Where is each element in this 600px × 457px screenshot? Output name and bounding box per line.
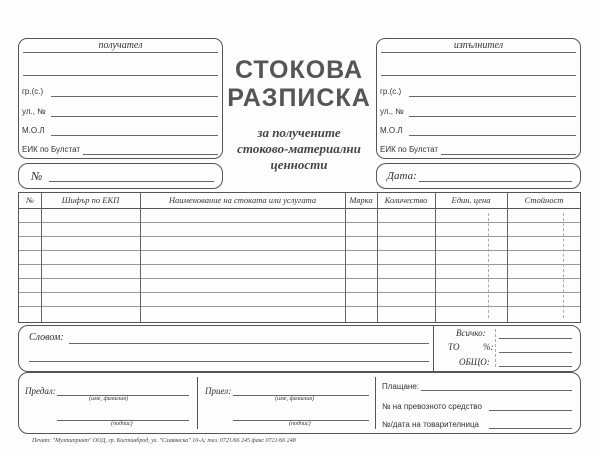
supplier-title: изпълнител <box>453 40 504 51</box>
payment-divider <box>375 377 376 429</box>
col-divider <box>345 193 346 322</box>
row-divider <box>19 292 580 293</box>
waybill-label: №/дата на товарителница <box>382 420 479 429</box>
in-words-field-2[interactable] <box>29 361 429 362</box>
col-divider <box>377 193 378 322</box>
signatures-box <box>18 372 581 434</box>
recipient-title-underline <box>23 52 218 53</box>
recipient-city-field[interactable] <box>51 96 218 97</box>
col-header-quantity: Количество <box>384 195 428 205</box>
supplier-city-field[interactable] <box>409 96 576 97</box>
supplier-mol-label: М.О.Л <box>380 126 403 135</box>
row-divider <box>19 222 580 223</box>
totals-divider <box>433 326 434 371</box>
payment-label: Плащане: <box>382 382 419 391</box>
date-field[interactable] <box>419 181 572 182</box>
handed-by-signature-caption: (подпис) <box>111 421 133 427</box>
recipient-street-field[interactable] <box>51 116 218 117</box>
document-title-line1: СТОКОВА <box>234 56 364 84</box>
vat-label: ТО <box>448 342 460 352</box>
date-box <box>376 163 581 189</box>
payment-field[interactable] <box>421 390 572 391</box>
recipient-box <box>18 38 223 159</box>
vat-percent-label: %: <box>483 342 494 352</box>
recipient-street-label: ул., № <box>22 107 46 116</box>
col-divider <box>41 193 42 322</box>
recipient-blank-line[interactable] <box>23 75 218 76</box>
document-title-line2: РАЗПИСКА <box>227 84 371 112</box>
supplier-eik-label: ЕИК по Булстат <box>380 145 439 154</box>
supplier-street-label: ул., № <box>380 107 404 116</box>
amount-decimal-guide <box>563 213 564 318</box>
supplier-city-label: гр.(с.) <box>380 87 402 96</box>
col-header-unit-price: Един. цена <box>451 195 491 205</box>
row-divider <box>19 278 580 279</box>
supplier-box <box>376 38 581 159</box>
col-header-unit: Мярка <box>349 195 373 205</box>
supplier-street-field[interactable] <box>409 116 576 117</box>
in-words-label: Словом: <box>29 332 64 343</box>
col-divider <box>507 193 508 322</box>
col-header-amount: Стойност <box>524 195 564 205</box>
supplier-mol-field[interactable] <box>409 135 576 136</box>
number-label: № <box>31 169 43 183</box>
row-divider <box>19 250 580 251</box>
items-table <box>18 192 581 323</box>
grand-total-label: ОБЩО: <box>459 357 490 367</box>
received-by-label: Приел: <box>205 386 232 396</box>
col-header-number: № <box>25 195 34 205</box>
col-header-item-name: Наименование на стоката или услугата <box>168 195 317 205</box>
totals-box <box>18 325 581 372</box>
row-divider <box>19 264 580 265</box>
received-by-signature-caption: (подпис) <box>289 421 311 427</box>
recipient-mol-label: М.О.Л <box>22 126 45 135</box>
document-subtitle-line2: стоково-материални <box>237 141 361 156</box>
vehicle-number-label: № на превозното средство <box>382 402 482 411</box>
col-header-ekp-code: Шифър по ЕКП <box>61 195 120 205</box>
recipient-eik-field[interactable] <box>83 154 218 155</box>
recipient-title: получател <box>98 40 143 51</box>
in-words-field[interactable] <box>69 343 429 344</box>
number-field[interactable] <box>49 181 214 182</box>
row-divider <box>19 236 580 237</box>
row-divider <box>19 306 580 307</box>
vehicle-number-field[interactable] <box>489 410 572 411</box>
signatures-divider <box>197 377 198 429</box>
handed-by-name-caption: (име, фамилия) <box>89 396 128 402</box>
col-divider <box>140 193 141 322</box>
document-subtitle-line1: за получените <box>257 125 341 140</box>
document-subtitle-line3: ценности <box>270 157 328 172</box>
col-divider <box>435 193 436 322</box>
handed-by-label: Предал: <box>25 386 56 396</box>
received-by-name-caption: (име, фамилия) <box>275 396 314 402</box>
waybill-field[interactable] <box>489 428 572 429</box>
supplier-eik-field[interactable] <box>441 154 576 155</box>
supplier-blank-line[interactable] <box>381 75 576 76</box>
total-amount-field[interactable] <box>499 338 572 339</box>
recipient-city-label: гр.(с.) <box>22 87 44 96</box>
recipient-mol-field[interactable] <box>51 135 218 136</box>
grand-total-field[interactable] <box>499 366 572 367</box>
price-decimal-guide <box>488 213 489 318</box>
header-divider <box>19 208 580 209</box>
printer-footer: Печат: "Мултипринт" ООД, гр. Костинброд, ул. "Славянска" 10-А; тел. 0721/66 245 факс 0721/66 248 <box>32 438 296 444</box>
supplier-title-underline <box>381 52 576 53</box>
vat-amount-field[interactable] <box>499 352 572 353</box>
recipient-eik-label: ЕИК по Булстат <box>22 145 81 154</box>
totals-decimal-guide <box>495 329 496 367</box>
number-box <box>18 163 223 189</box>
total-label: Всичко: <box>456 328 486 338</box>
date-label: Дата: <box>387 170 417 182</box>
